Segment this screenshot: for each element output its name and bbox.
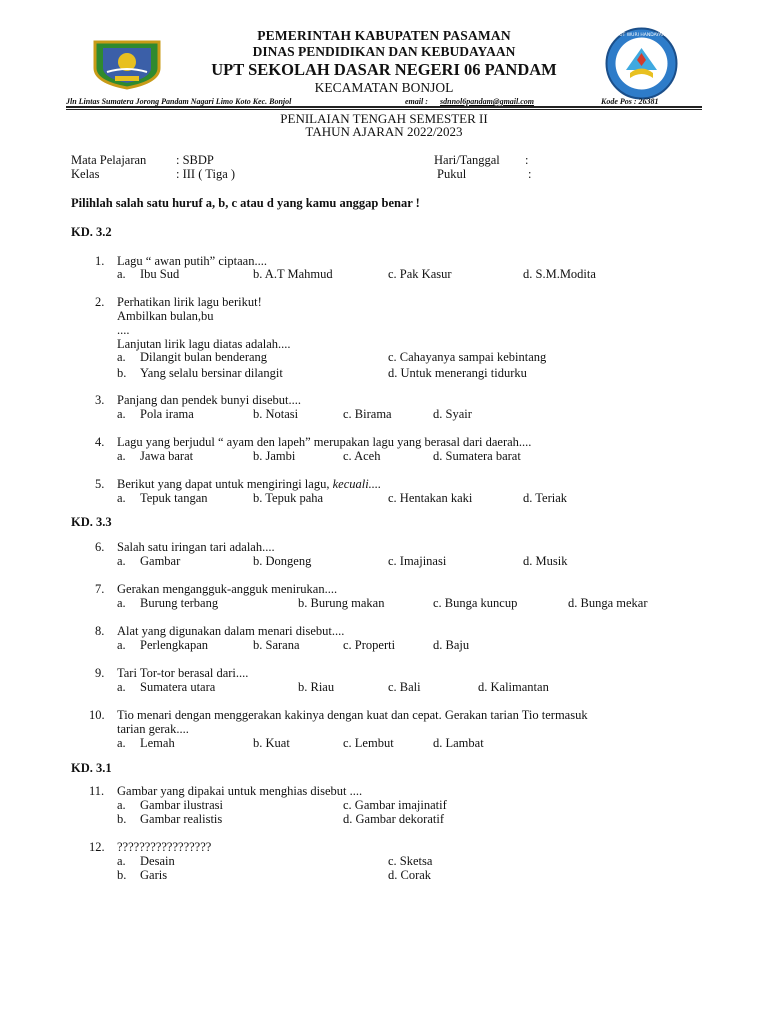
question-text: Gambar yang dipakai untuk menghias disebut ....: [117, 784, 363, 798]
option-marker: a.: [117, 596, 126, 610]
option-a: Jawa barat: [140, 449, 194, 463]
section-heading: KD. 3.2: [71, 225, 112, 239]
option-marker: a.: [117, 638, 126, 652]
date-label: Hari/Tanggal: [434, 153, 500, 167]
option-marker: a.: [117, 736, 126, 750]
class-value: : III ( Tiga ): [176, 167, 236, 181]
time-label: Pukul: [437, 167, 467, 181]
question-number: 8.: [95, 624, 105, 638]
option-marker: a.: [117, 491, 126, 505]
option-d: d. Kalimantan: [478, 680, 549, 694]
option-d: d. Teriak: [523, 491, 568, 505]
option-marker: a.: [117, 680, 126, 694]
option-c: c. Hentakan kaki: [388, 491, 473, 505]
option-marker: a.: [117, 267, 126, 281]
question-text: Tari Tor-tor berasal dari....: [117, 666, 249, 680]
email-link[interactable]: sdnnol6pandam@gmail.com: [440, 97, 535, 106]
option-marker: a.: [117, 350, 126, 364]
option-c: c. Lembut: [343, 736, 394, 750]
question-number: 3.: [95, 393, 105, 407]
option-d: d. Untuk menerangi tidurku: [388, 366, 527, 380]
option-d: d. Gambar dekoratif: [343, 812, 445, 826]
option-d: d. Lambat: [433, 736, 484, 750]
option-marker: b.: [117, 868, 127, 882]
exam-title: PENILAIAN TENGAH SEMESTER II: [280, 111, 488, 126]
option-a: Ibu Sud: [140, 267, 180, 281]
option-a: Gambar ilustrasi: [140, 798, 223, 812]
option-d: d. Musik: [523, 554, 568, 568]
question-text: Salah satu iringan tari adalah....: [117, 540, 275, 554]
question-followup: Lanjutan lirik lagu diatas adalah....: [117, 337, 291, 351]
question-number: 5.: [95, 477, 105, 491]
option-a: Perlengkapan: [140, 638, 209, 652]
option-b: Yang selalu bersinar dilangit: [140, 366, 283, 380]
option-d: d. S.M.Modita: [523, 267, 596, 281]
question-text-emphasis: kecuali....: [332, 477, 382, 491]
option-c: c. Bunga kuncup: [433, 596, 518, 610]
question-text: ?????????????????: [117, 840, 212, 854]
option-marker: a.: [117, 449, 126, 463]
option-b: b. Dongeng: [253, 554, 312, 568]
option-marker: a.: [117, 407, 126, 421]
lyric-line: Ambilkan bulan,bu: [117, 309, 214, 323]
header-rule-thin: [66, 109, 702, 110]
question-text: Lagu yang berjudul “ ayam den lapeh” merupakan lagu yang berasal dari daerah....: [117, 435, 532, 449]
option-d: d. Sumatera barat: [433, 449, 521, 463]
question-number: 6.: [95, 540, 105, 554]
option-c: c. Sketsa: [388, 854, 433, 868]
question-number: 7.: [95, 582, 105, 596]
option-b: b. A.T Mahmud: [253, 267, 333, 281]
question-text: Gerakan mengangguk-angguk menirukan....: [117, 582, 338, 596]
question-text: Perhatikan lirik lagu berikut!: [117, 295, 262, 309]
header-rule-thick: [66, 106, 702, 108]
option-b: b. Riau: [298, 680, 335, 694]
option-b: Gambar realistis: [140, 812, 223, 826]
question-text: Panjang dan pendek bunyi disebut....: [117, 393, 301, 407]
question-text: Tio menari dengan menggerakan kakinya dengan kuat dan cepat. Gerakan tarian Tio termasuk: [117, 708, 588, 722]
option-marker: a.: [117, 854, 126, 868]
option-a: Gambar: [140, 554, 181, 568]
option-d: d. Syair: [433, 407, 472, 421]
option-a: Desain: [140, 854, 175, 868]
section-heading: KD. 3.1: [71, 761, 112, 775]
question-number: 12.: [89, 840, 105, 854]
school-address: Jln Lintas Sumatera Jorong Pandam Nagari Limo Koto Kec. Bonjol: [66, 97, 292, 106]
option-a: Pola irama: [140, 407, 194, 421]
exam-year: TAHUN AJARAN 2022/2023: [305, 124, 463, 139]
subject-label: Mata Pelajaran: [71, 153, 147, 167]
date-value: :: [525, 153, 529, 167]
option-b: b. Tepuk paha: [253, 491, 324, 505]
option-a: Burung terbang: [140, 596, 219, 610]
option-a: Lemah: [140, 736, 175, 750]
gov-title: PEMERINTAH KABUPATEN PASAMAN: [257, 28, 511, 43]
question-text: Lagu “ awan putih” ciptaan....: [117, 254, 267, 268]
option-b: b. Sarana: [253, 638, 300, 652]
option-b: b. Jambi: [253, 449, 296, 463]
option-d: d. Bunga mekar: [568, 596, 648, 610]
district-name: KECAMATAN BONJOL: [314, 80, 454, 95]
option-b: b. Kuat: [253, 736, 290, 750]
question-number: 2.: [95, 295, 105, 309]
option-c: c. Gambar imajinatif: [343, 798, 447, 812]
email-label: email :: [405, 97, 428, 106]
svg-text:TUT WURI HANDAYANI: TUT WURI HANDAYANI: [616, 33, 667, 38]
option-b: Garis: [140, 868, 168, 882]
question-number: 4.: [95, 435, 105, 449]
instruction: Pilihlah salah satu huruf a, b, c atau d yang kamu anggap benar !: [71, 196, 420, 210]
question-text-continued: tarian gerak....: [117, 722, 189, 736]
option-c: c. Cahayanya sampai kebintang: [388, 350, 547, 364]
question-text: Alat yang digunakan dalam menari disebut....: [117, 624, 345, 638]
option-marker: a.: [117, 554, 126, 568]
option-b: b. Notasi: [253, 407, 299, 421]
option-marker: b.: [117, 366, 127, 380]
option-marker: b.: [117, 812, 127, 826]
question-number: 11.: [89, 784, 105, 798]
option-d: d. Baju: [433, 638, 470, 652]
question-number: 10.: [89, 708, 105, 722]
option-a: Tepuk tangan: [140, 491, 208, 505]
option-c: c. Aceh: [343, 449, 381, 463]
subject-value: : SBDP: [176, 153, 214, 167]
question-number: 9.: [95, 666, 105, 680]
option-c: c. Bali: [388, 680, 421, 694]
dept-title: DINAS PENDIDIKAN DAN KEBUDAYAAN: [252, 44, 516, 59]
class-label: Kelas: [71, 167, 100, 181]
question-number: 1.: [95, 254, 105, 268]
postal-code: Kode Pos : 26381: [601, 97, 659, 106]
option-c: c. Properti: [343, 638, 396, 652]
question-text-main: Berikut yang dapat untuk mengiringi lagu,: [117, 477, 330, 491]
school-name: UPT SEKOLAH DASAR NEGERI 06 PANDAM: [211, 60, 557, 79]
option-a: Sumatera utara: [140, 680, 216, 694]
option-c: c. Birama: [343, 407, 392, 421]
time-value: :: [528, 167, 532, 181]
option-b: b. Burung makan: [298, 596, 385, 610]
lyric-line: ....: [117, 323, 130, 337]
option-c: c. Imajinasi: [388, 554, 447, 568]
question-text: [117, 477, 381, 492]
option-c: c. Pak Kasur: [388, 267, 452, 281]
section-heading: KD. 3.3: [71, 515, 112, 529]
option-marker: a.: [117, 798, 126, 812]
option-a: Dilangit bulan benderang: [140, 350, 268, 364]
option-d: d. Corak: [388, 868, 432, 882]
